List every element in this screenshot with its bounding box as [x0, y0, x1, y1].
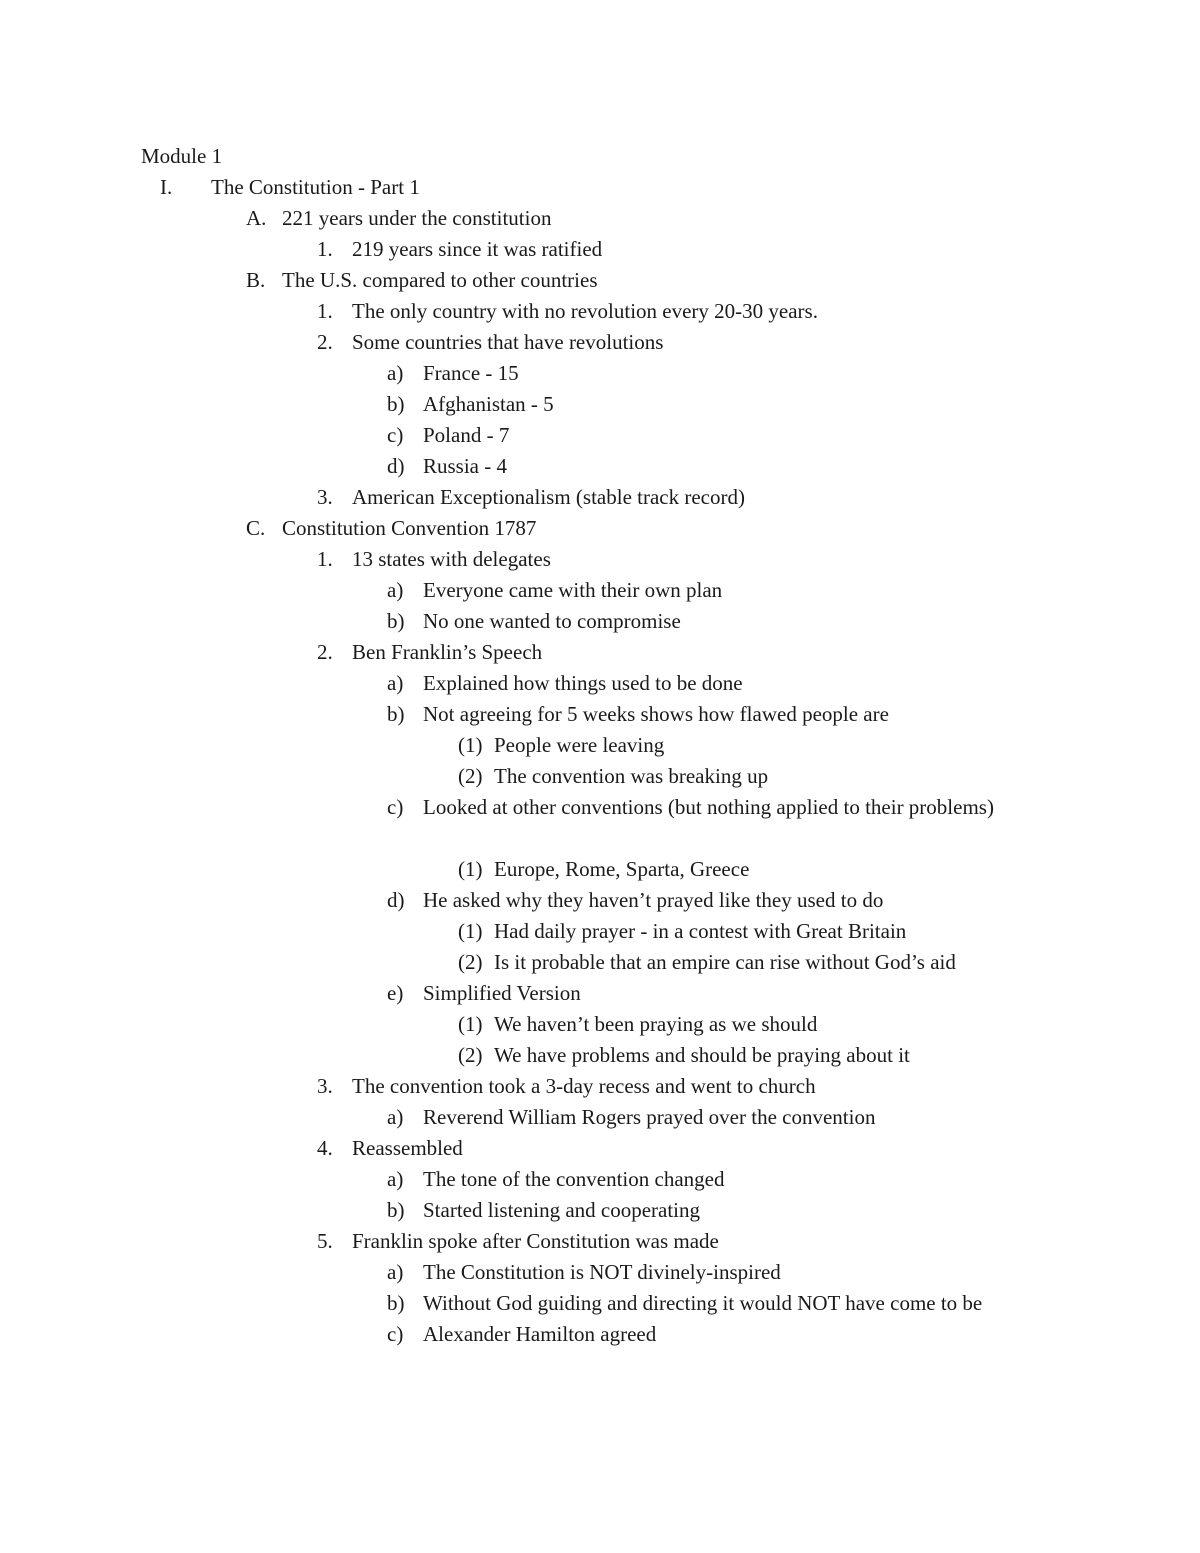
outline-marker: 1.	[317, 547, 333, 571]
outline-marker: d)	[387, 454, 405, 478]
outline-text: Franklin spoke after Constitution was made	[352, 1229, 719, 1253]
outline-item-level-4	[0, 1321, 1200, 1352]
outline-item-level-4	[0, 608, 1200, 639]
outline-item-level-1	[0, 174, 1200, 205]
outline-marker: I.	[160, 175, 173, 199]
outline-marker: 3.	[317, 1074, 333, 1098]
outline-marker: a)	[387, 361, 404, 385]
outline-marker: 2.	[317, 640, 333, 664]
outline-text: Simplified Version	[423, 981, 581, 1005]
outline-marker: 5.	[317, 1229, 333, 1253]
outline-item-level-4	[0, 701, 1200, 732]
outline-marker: e)	[387, 981, 404, 1005]
outline-text: Had daily prayer - in a contest with Great Britain	[494, 919, 907, 943]
outline-text: People were leaving	[494, 733, 665, 757]
outline-text: Constitution Convention 1787	[282, 516, 537, 540]
outline-item-level-5	[0, 856, 1200, 887]
outline-marker: a)	[387, 1105, 404, 1129]
outline-item-level-5	[0, 918, 1200, 949]
outline-text: The Constitution is NOT divinely-inspired	[423, 1260, 781, 1284]
outline-marker: A.	[246, 206, 267, 230]
outline-text: Everyone came with their own plan	[423, 578, 723, 602]
outline-text: No one wanted to compromise	[423, 609, 681, 633]
outline-text: American Exceptionalism (stable track record)	[352, 485, 745, 509]
outline-marker: b)	[387, 702, 405, 726]
outline-text: Ben Franklin’s Speech	[352, 640, 543, 664]
outline-item-level-4	[0, 391, 1200, 422]
outline-list	[0, 174, 1200, 1352]
outline-text: France - 15	[423, 361, 519, 385]
outline-text: The U.S. compared to other countries	[282, 268, 598, 292]
outline-text: He asked why they haven’t prayed like they used to do	[423, 888, 884, 912]
outline-item-level-5	[0, 1011, 1200, 1042]
outline-marker: a)	[387, 578, 404, 602]
outline-text: Russia - 4	[423, 454, 507, 478]
outline-item-level-4	[0, 1166, 1200, 1197]
outline-marker: (1)	[458, 919, 483, 943]
outline-marker: (2)	[458, 764, 483, 788]
outline-marker: (2)	[458, 1043, 483, 1067]
outline-marker: B.	[246, 268, 266, 292]
outline-text: Started listening and cooperating	[423, 1198, 701, 1222]
outline-text: Alexander Hamilton agreed	[423, 1322, 657, 1346]
outline-marker: b)	[387, 1198, 405, 1222]
outline-marker: (1)	[458, 1012, 483, 1036]
outline-marker: a)	[387, 1167, 404, 1191]
outline-text: The convention was breaking up	[494, 764, 769, 788]
outline-text: We haven’t been praying as we should	[494, 1012, 818, 1036]
outline-item-level-4	[0, 794, 1200, 856]
outline-text: Some countries that have revolutions	[352, 330, 664, 354]
outline-marker: C.	[246, 516, 266, 540]
outline-text: Explained how things used to be done	[423, 671, 743, 695]
outline-text: Is it probable that an empire can rise without God’s aid	[494, 950, 956, 974]
outline-item-level-4	[0, 980, 1200, 1011]
outline-item-level-4	[0, 360, 1200, 391]
outline-marker: (2)	[458, 950, 483, 974]
outline-text: Not agreeing for 5 weeks shows how flawed people are	[423, 702, 889, 726]
outline-text: 221 years under the constitution	[282, 206, 552, 230]
outline-text: We have problems and should be praying about it	[494, 1043, 910, 1067]
outline-text: 219 years since it was ratified	[352, 237, 603, 261]
outline-item-level-3	[0, 1228, 1200, 1259]
outline-item-level-4	[0, 887, 1200, 918]
outline-marker: c)	[387, 795, 404, 819]
outline-text: Europe, Rome, Sparta, Greece	[494, 857, 750, 881]
outline-item-level-4	[0, 670, 1200, 701]
outline-item-level-2	[0, 515, 1200, 546]
outline-marker: 2.	[317, 330, 333, 354]
document-title: Module 1	[141, 144, 223, 168]
outline-item-level-3	[0, 639, 1200, 670]
outline-item-level-3	[0, 298, 1200, 329]
outline-marker: c)	[387, 423, 404, 447]
outline-text: Afghanistan - 5	[423, 392, 554, 416]
outline-text: The Constitution - Part 1	[211, 175, 420, 199]
outline-marker: (1)	[458, 733, 483, 757]
outline-marker: a)	[387, 671, 404, 695]
outline-item-level-5	[0, 732, 1200, 763]
outline-text: Reassembled	[352, 1136, 463, 1160]
outline-item-level-4	[0, 577, 1200, 608]
outline-marker: (1)	[458, 857, 483, 881]
outline-text: Looked at other conventions (but nothing applied to their problems)	[423, 795, 994, 819]
outline-text: The tone of the convention changed	[423, 1167, 725, 1191]
outline-item-level-3	[0, 1073, 1200, 1104]
outline-text: Poland - 7	[423, 423, 510, 447]
outline-item-level-4	[0, 453, 1200, 484]
outline-item-level-5	[0, 763, 1200, 794]
outline-marker: 3.	[317, 485, 333, 509]
outline-marker: 4.	[317, 1136, 333, 1160]
outline-marker: b)	[387, 392, 405, 416]
outline-item-level-5	[0, 949, 1200, 980]
outline-text: 13 states with delegates	[352, 547, 551, 571]
outline-marker: 1.	[317, 299, 333, 323]
outline-item-level-4	[0, 1290, 1200, 1321]
outline-text: The convention took a 3-day recess and went to church	[352, 1074, 816, 1098]
outline-marker: b)	[387, 609, 405, 633]
outline-item-level-4	[0, 1104, 1200, 1135]
outline-item-level-3	[0, 329, 1200, 360]
outline-text: The only country with no revolution every 20-30 years.	[352, 299, 818, 323]
outline-marker: b)	[387, 1291, 405, 1315]
outline-text: Reverend William Rogers prayed over the convention	[423, 1105, 876, 1129]
outline-item-level-3	[0, 236, 1200, 267]
outline-marker: d)	[387, 888, 405, 912]
outline-item-level-3	[0, 484, 1200, 515]
outline-item-level-3	[0, 546, 1200, 577]
outline-item-level-4	[0, 1197, 1200, 1228]
outline-marker: a)	[387, 1260, 404, 1284]
outline-text: Without God guiding and directing it would NOT have come to be	[423, 1291, 983, 1315]
outline-item-level-4	[0, 422, 1200, 453]
outline-item-level-3	[0, 1135, 1200, 1166]
outline-marker: 1.	[317, 237, 333, 261]
outline-item-level-2	[0, 205, 1200, 236]
outline-item-level-2	[0, 267, 1200, 298]
outline-marker: c)	[387, 1322, 404, 1346]
outline-item-level-4	[0, 1259, 1200, 1290]
outline-item-level-5	[0, 1042, 1200, 1073]
